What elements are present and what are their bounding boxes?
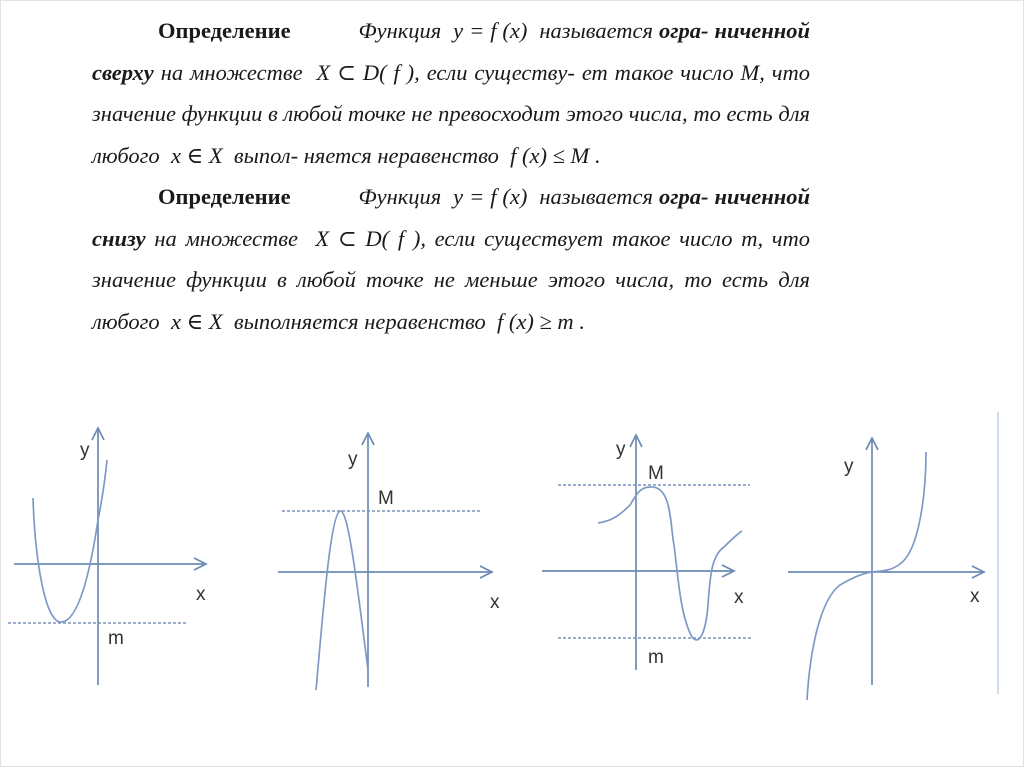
math-y-eq-fx: y = f (x) — [453, 18, 528, 43]
x-axis-label: x — [970, 586, 980, 607]
function-curve — [598, 487, 742, 640]
y-axis-label: y — [348, 449, 358, 470]
math-inequality: f (x) ≤ M — [510, 142, 590, 168]
bold-term-part2: ниченной снизу — [92, 184, 811, 251]
definition-text-1: , если существу- — [414, 59, 575, 85]
called-word: называется — [539, 184, 653, 209]
called-word: называется — [539, 18, 653, 43]
y-axis-label: y — [616, 439, 626, 460]
math-set: X ⊂ D( f ) — [316, 59, 415, 85]
definition-bounded-above — [92, 10, 810, 176]
definition-end: . — [579, 308, 585, 334]
upper-bound-label: M — [378, 488, 394, 509]
function-word: Функция — [358, 184, 442, 209]
y-axis-label: y — [844, 456, 854, 477]
function-curve — [807, 452, 926, 700]
function-curve — [316, 511, 368, 690]
function-curve — [33, 460, 107, 622]
bold-term-part1: огра- — [658, 18, 709, 43]
x-axis-label: x — [196, 584, 206, 605]
y-axis-label: y — [80, 440, 90, 461]
definition-text-3: выпол- няется неравенство — [233, 142, 499, 168]
math-set: X ⊂ D( f ) — [315, 225, 421, 251]
on-set-text: на множестве — [160, 59, 303, 85]
x-axis-label: x — [734, 587, 744, 608]
math-inequality: f (x) ≥ m — [496, 308, 574, 334]
on-set-text: на множестве — [154, 225, 298, 251]
definition-text-1: , если существует — [420, 225, 604, 251]
math-x-in-X: x ∈ X — [170, 308, 223, 334]
definition-text-3: выполняется неравенство — [233, 308, 486, 334]
lower-bound-label: m — [648, 647, 664, 668]
graph-unbounded — [780, 430, 995, 700]
definition-label: Определение — [158, 18, 291, 43]
definition-text-2: ет такое число M, что значение функции в любой точке не превосходит этого числа, то есть для любого — [92, 59, 811, 168]
upper-bound-label: M — [648, 463, 664, 484]
math-x-in-X: x ∈ X — [170, 142, 223, 168]
lower-bound-label: m — [108, 628, 124, 649]
graph-bounded-below-parabola — [0, 420, 240, 700]
definitions-text — [92, 10, 810, 342]
definition-bounded-below — [92, 176, 810, 342]
definition-text-2: такое число m, что значение функции в любой точке не меньше этого числа, то есть для любого — [92, 225, 811, 334]
function-word: Функция — [358, 18, 442, 43]
definition-end: . — [594, 142, 601, 168]
graph-bounded-above — [260, 425, 510, 700]
definition-label: Определение — [158, 184, 291, 209]
bold-term-part2: ниченной сверху — [92, 18, 811, 85]
graph-bounded-both — [530, 425, 790, 700]
x-axis-label: x — [490, 592, 500, 613]
right-edge-divider — [997, 412, 999, 694]
bold-term-part1: огра- — [658, 184, 709, 209]
math-y-eq-fx: y = f (x) — [453, 184, 528, 209]
